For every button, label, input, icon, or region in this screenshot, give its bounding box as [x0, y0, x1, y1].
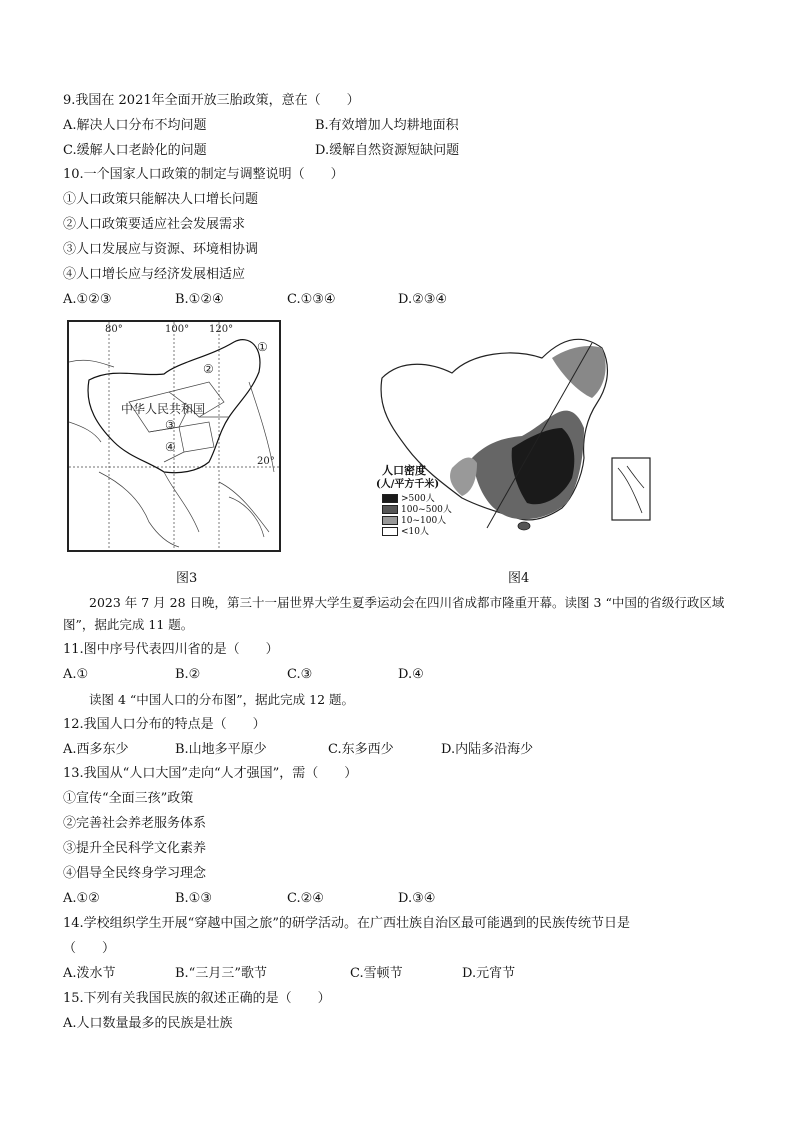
q9-option-d: D.缓解自然资源短缺问题	[315, 143, 460, 158]
q13-item-3: ③提升全民科学文化素养	[63, 841, 207, 856]
marker-4: ④	[165, 440, 176, 454]
q14-option-b: B.“三月三”歌节	[175, 966, 267, 981]
q15-option-a: A.人口数量最多的民族是壮族	[63, 1016, 233, 1031]
q13-stem: 13.我国从“人口大国”走向“人才强国”，需（ ）	[63, 766, 358, 781]
figure-4-population-map	[352, 318, 652, 548]
figure-3-map-drawing	[69, 322, 279, 550]
q14-option-c: C.雪顿节	[350, 966, 403, 981]
q15-stem: 15.下列有关我国民族的叙述正确的是（ ）	[63, 991, 331, 1006]
figure-4-caption: 图4	[508, 571, 530, 586]
legend-item-2: 100~500人	[382, 505, 452, 515]
lon-label-80: 80°	[105, 324, 123, 335]
q14-stem: 14.学校组织学生开展“穿越中国之旅”的研学活动。在广西壮族自治区最可能遇到的民族传统节日是	[63, 916, 630, 931]
legend-unit: (人/平方千米)	[376, 479, 440, 490]
figure-3-province-map	[67, 320, 281, 552]
intro-12: 读图 4 “中国人口的分布图”，据此完成 12 题。	[89, 692, 355, 707]
q11-option-b: B.②	[175, 667, 201, 682]
q11-option-c: C.③	[287, 667, 313, 682]
q10-item-2: ②人口政策要适应社会发展需求	[63, 217, 246, 232]
q10-item-1: ①人口政策只能解决人口增长问题	[63, 192, 259, 207]
legend-item-4: <10人	[382, 527, 429, 537]
marker-3: ③	[165, 418, 176, 432]
q10-option-c: C.①③④	[287, 292, 336, 307]
legend-swatch-2	[382, 505, 398, 514]
lat-label-20: 20°	[257, 456, 275, 467]
q10-item-3: ③人口发展应与资源、环境相协调	[63, 242, 259, 257]
q10-stem: 10.一个国家人口政策的制定与调整说明（ ）	[63, 167, 344, 182]
q13-item-4: ④倡导全民终身学习理念	[63, 866, 207, 881]
q12-option-a: A.西多东少	[63, 742, 129, 757]
q13-item-1: ①宣传“全面三孩”政策	[63, 791, 194, 806]
q11-option-a: A.①	[63, 667, 89, 682]
q9-option-c: C.缓解人口老龄化的问题	[63, 143, 207, 158]
q9-option-b: B.有效增加人均耕地面积	[315, 118, 459, 133]
legend-item-3: 10~100人	[382, 516, 446, 526]
q10-option-d: D.②③④	[398, 292, 448, 307]
q14-option-a: A.泼水节	[63, 966, 116, 981]
marker-2: ②	[203, 362, 214, 376]
q12-option-c: C.东多西少	[328, 742, 394, 757]
country-label: 中华人民共和国	[121, 402, 206, 416]
q13-option-d: D.③④	[398, 891, 436, 906]
q13-option-c: C.②④	[287, 891, 324, 906]
q14-blank: （ ）	[63, 941, 116, 956]
q11-option-d: D.④	[398, 667, 424, 682]
q11-stem: 11.图中序号代表四川省的是（ ）	[63, 642, 279, 657]
q10-option-a: A.①②③	[63, 292, 112, 307]
legend-swatch-4	[382, 527, 398, 536]
q12-stem: 12.我国人口分布的特点是（ ）	[63, 717, 266, 732]
q13-option-a: A.①②	[63, 891, 100, 906]
legend-item-1: >500人	[382, 494, 435, 504]
q14-option-d: D.元宵节	[462, 966, 516, 981]
legend-swatch-1	[382, 494, 398, 503]
lon-label-120: 120°	[209, 324, 234, 335]
q12-option-d: D.内陆多沿海少	[441, 742, 534, 757]
q9-stem: 9.我国在 2021年全面开放三胎政策，意在（ ）	[63, 93, 360, 108]
q9-option-a: A.解决人口分布不均问题	[63, 118, 207, 133]
intro-11: 2023 年 7 月 28 日晚，第三十一届世界大学生夏季运动会在四川省成都市隆重开幕。读图 3 “中国的省级行政区域图”，据此完成 11 题。	[63, 595, 725, 632]
q12-option-b: B.山地多平原少	[175, 742, 267, 757]
q10-item-4: ④人口增长应与经济发展相适应	[63, 267, 246, 282]
lon-label-100: 100°	[165, 324, 190, 335]
q13-option-b: B.①③	[175, 891, 212, 906]
q10-option-b: B.①②④	[175, 292, 224, 307]
q13-item-2: ②完善社会养老服务体系	[63, 816, 207, 831]
figure-3-caption: 图3	[176, 571, 198, 586]
legend-swatch-3	[382, 516, 398, 525]
marker-1: ①	[257, 340, 268, 354]
legend-title: 人口密度	[382, 464, 426, 477]
